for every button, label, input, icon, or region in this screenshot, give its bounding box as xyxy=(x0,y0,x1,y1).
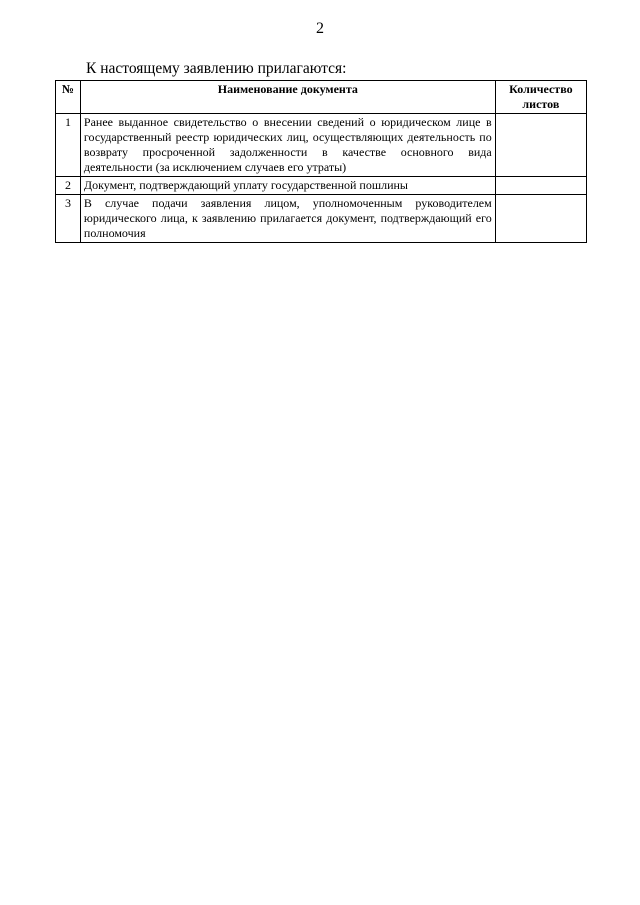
row-number: 2 xyxy=(56,177,81,195)
row-document-name: Ранее выданное свидетельство о внесении сведений о юридическом лице в государственный реестр юридических лиц, осуществляющих деятельность по возврату просроченной задолженности в качестве основного вида деятельности (за исключением случаев его утраты) xyxy=(80,114,495,177)
row-number: 3 xyxy=(56,195,81,243)
table-row xyxy=(56,114,587,177)
row-sheet-count xyxy=(495,114,586,177)
table-row xyxy=(56,195,587,243)
header-sheet-count: Количество листов xyxy=(495,81,586,114)
header-document-name: Наименование документа xyxy=(80,81,495,114)
row-number: 1 xyxy=(56,114,81,177)
attachments-table xyxy=(55,80,587,243)
table-row xyxy=(56,177,587,195)
row-sheet-count xyxy=(495,195,586,243)
page-number: 2 xyxy=(316,20,324,37)
row-sheet-count xyxy=(495,177,586,195)
attachments-intro: К настоящему заявлению прилагаются: xyxy=(86,60,347,77)
header-number: № xyxy=(56,81,81,114)
row-document-name: В случае подачи заявления лицом, уполномоченным руководителем юридического лица, к заявлению прилагается документ, подтверждающий его полномочия xyxy=(80,195,495,243)
table-header-row xyxy=(56,81,587,114)
row-document-name: Документ, подтверждающий уплату государственной пошлины xyxy=(80,177,495,195)
